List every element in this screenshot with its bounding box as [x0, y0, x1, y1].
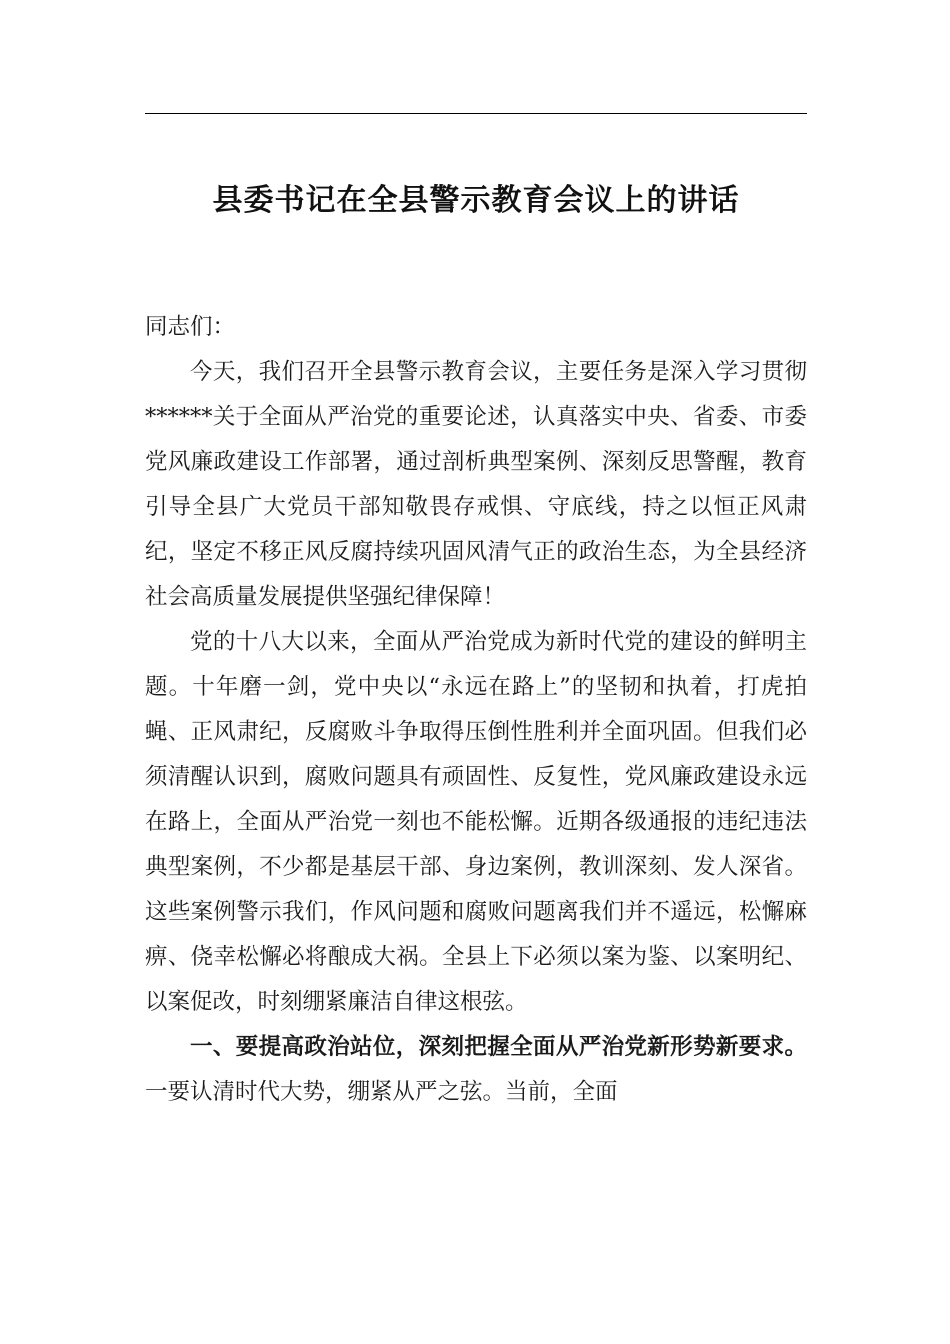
document-title: 县委书记在全县警示教育会议上的讲话: [212, 183, 740, 218]
paragraph-background: 党的十八大以来，全面从严治党成为新时代党的建设的鲜明主题。十年磨一剑，党中央以“永远在路上”的坚韧和执着，打虎拍蝇、正风肃纪，反腐败斗争取得压倒性胜利并全面巩固。但我们必须清醒认识到，腐败问题具有顽固性、反复性，党风廉政建设永远在路上，全面从严治党一刻也不能松懈。近期各级通报的违纪违法典型案例，不少都是基层干部、身边案例，教训深刻、发人深省。这些案例警示我们，作风问题和腐败问题离我们并不遥远，松懈麻痹、侥幸松懈必将酿成大祸。全县上下必须以案为鉴、以案明纪、以案促改，时刻绷紧廉洁自律这根弦。: [145, 629, 807, 1015]
document-body: [145, 305, 807, 1115]
salutation: 同志们：: [145, 314, 236, 340]
section-one-paragraph: [145, 1025, 807, 1115]
section-one-heading: 一、要提高政治站位，深刻把握全面从严治党新形势新要求。: [190, 1034, 807, 1060]
header-rule: [145, 113, 807, 114]
paragraph-intro: 今天，我们召开全县警示教育会议，主要任务是深入学习贯彻******关于全面从严治党的重要论述，认真落实中央、省委、市委党风廉政建设工作部署，通过剖析典型案例、深刻反思警醒，教育引导全县广大党员干部知敬畏存戒惧、守底线，持之以恒正风肃纪，坚定不移正风反腐持续巩固风清气正的政治生态，为全县经济社会高质量发展提供坚强纪律保障！: [145, 359, 807, 610]
section-one-text: 一要认清时代大势，绷紧从严之弦。当前，全面: [145, 1079, 618, 1105]
